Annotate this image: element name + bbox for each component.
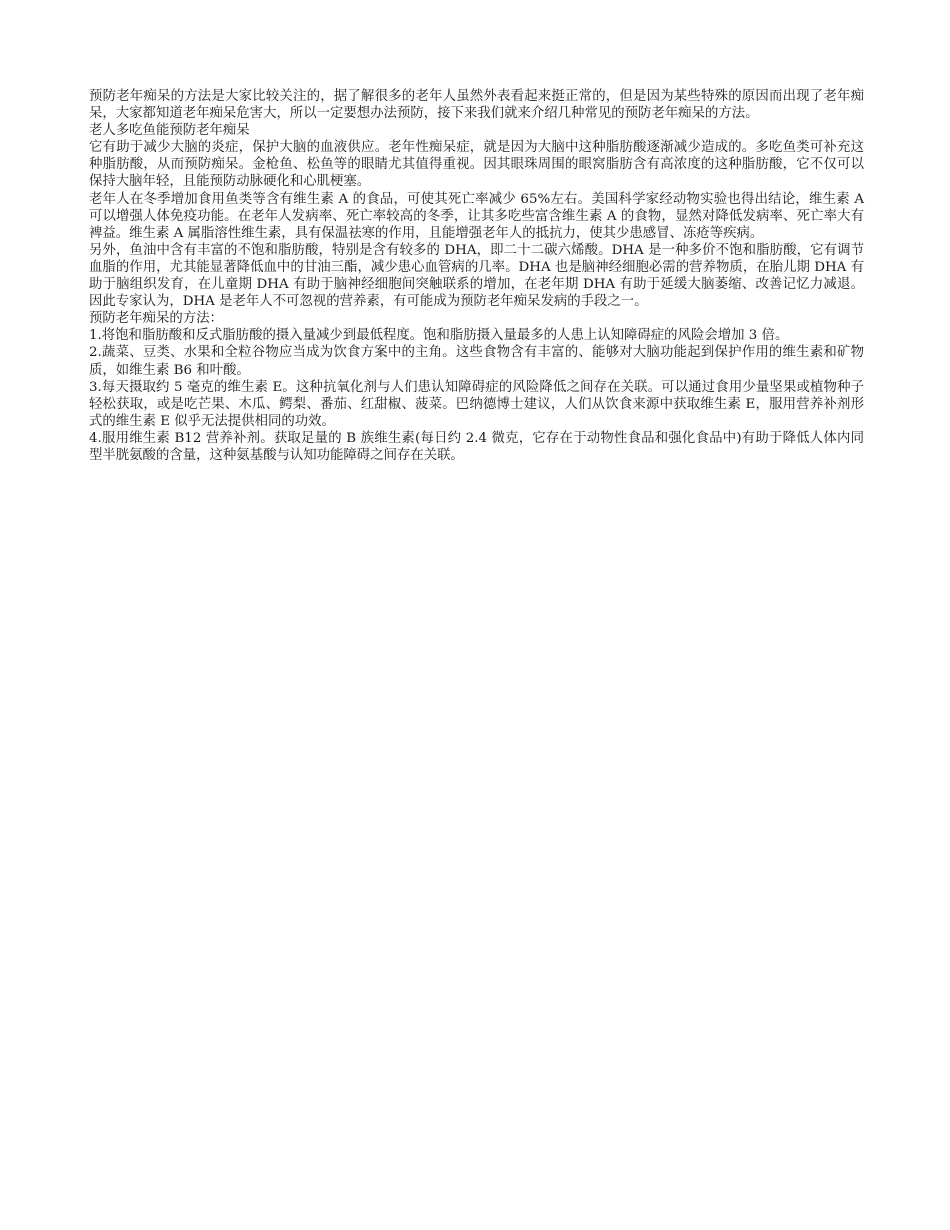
section-heading-methods: 预防老年痴呆的方法： bbox=[89, 311, 223, 327]
fish-paragraph-fatty-acid: 它有助于减少大脑的炎症，保护大脑的血液供应。老年性痴呆症，就是因为大脑中这种脂肪酸逐渐减少造成的。多吃鱼类可补充这种脂肪酸，从而预防痴呆。金枪鱼、松鱼等的眼睛尤其值得重视。因其眼珠周围的眼窝脂肪含有高浓度的这种脂肪酸，它不仅可以保持大脑年轻，且能预防动脉硬化和心肌梗塞。 bbox=[89, 140, 864, 190]
method-list-item: 2.蔬菜、豆类、水果和全粒谷物应当成为饮食方案中的主角。这些食物含有丰富的、能够对大脑功能起到保护作用的维生素和矿物质，如维生素 B6 和叶酸。 bbox=[89, 345, 864, 378]
method-list-item: 1.将饱和脂肪酸和反式脂肪酸的摄入量减少到最低程度。饱和脂肪摄入量最多的人患上认知障碍症的风险会增加 3 倍。 bbox=[89, 328, 789, 344]
fish-paragraph-dha: 另外，鱼油中含有丰富的不饱和脂肪酸，特别是含有较多的 DHA，即二十二碳六烯酸。DHA 是一种多价不饱和脂肪酸，它有调节血脂的作用，尤其能显著降低血中的甘油三酯，减少患心血管病的几率。DHA 也是脑神经细胞必需的营养物质，在胎儿期 DHA 有助于脑组织发育，在儿童期 DHA 有助于脑神经细胞间突触联系的增加，在老年期 DHA 有助于延缓大脑萎缩、改善记忆力减退。因此专家认为，DHA 是老年人不可忽视的营养素，有可能成为预防老年痴呆发病的手段之一。 bbox=[89, 242, 864, 310]
section-heading-fish: 老人多吃鱼能预防老年痴呆 bbox=[89, 123, 250, 139]
fish-paragraph-vitamin-a: 老年人在冬季增加食用鱼类等含有维生素 A 的食品，可使其死亡率减少 65%左右。美国科学家经动物实验也得出结论，维生素 A 可以增强人体免疫功能。在老年人发病率、死亡率较高的冬季，让其多吃些富含维生素 A 的食物，显然对降低发病率、死亡率大有裨益。维生素 A 属脂溶性维生素，具有保温祛寒的作用，且能增强老年人的抵抗力，使其少患感冒、冻疮等疾病。 bbox=[89, 191, 864, 241]
intro-paragraph: 预防老年痴呆的方法是大家比较关注的，据了解很多的老年人虽然外表看起来挺正常的，但是因为某些特殊的原因而出现了老年痴呆，大家都知道老年痴呆危害大，所以一定要想办法预防，接下来我们就来介绍几种常见的预防老年痴呆的方法。 bbox=[89, 89, 864, 122]
method-list-item: 3.每天摄取约 5 毫克的维生素 E。这种抗氧化剂与人们患认知障碍症的风险降低之间存在关联。可以通过食用少量坚果或植物种子轻松获取，或是吃芒果、木瓜、鳄梨、番茄、红甜椒、菠菜。巴纳德博士建议，人们从饮食来源中获取维生素 E，服用营养补剂形式的维生素 E 似乎无法提供相同的功效。 bbox=[89, 379, 864, 429]
document-body bbox=[89, 88, 864, 464]
method-list-item: 4.服用维生素 B12 营养补剂。获取足量的 B 族维生素(每日约 2.4 微克，它存在于动物性食品和强化食品中)有助于降低人体内同型半胱氨酸的含量，这种氨基酸与认知功能障碍之间存在关联。 bbox=[89, 430, 864, 463]
